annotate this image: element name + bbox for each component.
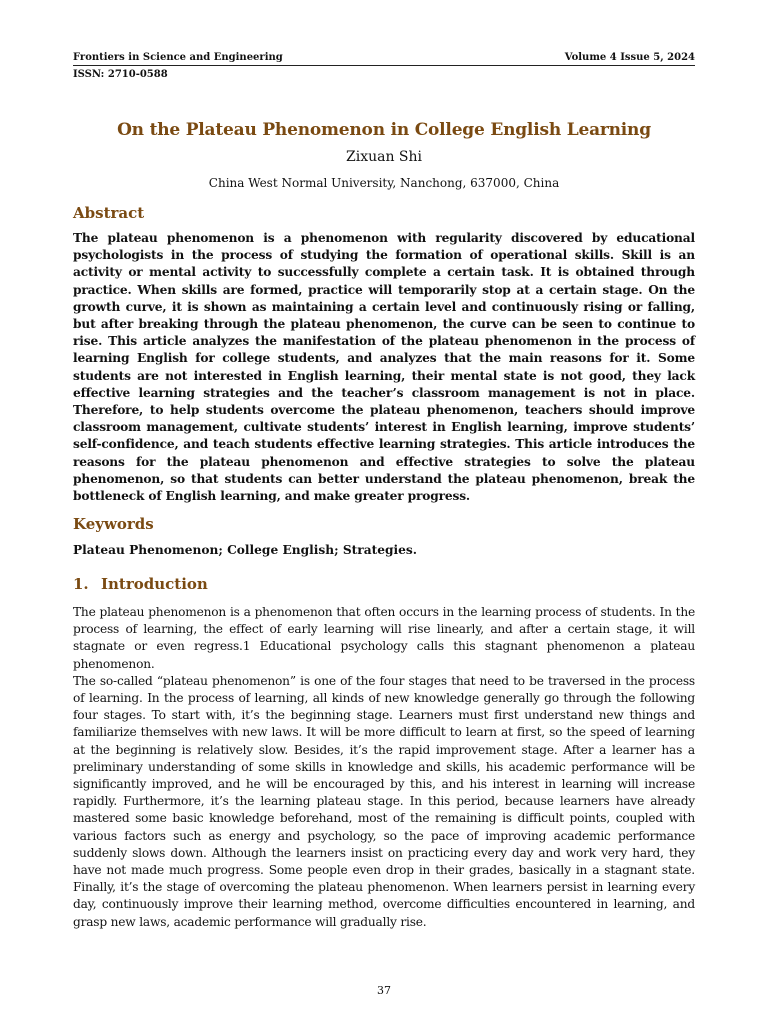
keywords-heading: Keywords [73,515,154,533]
volume-issue: Volume 4 Issue 5, 2024 [564,52,695,63]
section-number: 1. [73,575,89,593]
introduction-heading [73,575,208,593]
author-name: Zixuan Shi [345,149,422,165]
section-title: Introduction [101,575,208,593]
page-number: 37 [377,984,391,997]
journal-name: Frontiers in Science and Engineering [73,52,283,63]
paragraph: The plateau phenomenon is a phenomenon that often occurs in the learning process of students. In the process of learning, the effect of early learning will rise linearly, and after a certain stage, it will stagnate or even regress.1 Educational psychology calls this stagnant phenomenon a plateau phenomenon. [73,605,695,671]
keywords-text: Plateau Phenomenon; College English; Strategies. [73,543,417,557]
abstract-text: The plateau phenomenon is a phenomenon with regularity discovered by educational psychologists in the process of studying the formation of operational skills. Skill is an activity or mental activity to successfully complete a certain task. It is obtained through practice. When skills are formed, practice will temporarily stop at a certain stage. On the growth curve, it is shown as maintaining a certain level and continuously rising or falling, but after breaking through the plateau phenomenon, the curve can be seen to continue to rise. This article analyzes the manifestation of the plateau phenomenon in the process of learning English for college students, and analyzes that the main reasons for it. Some students are not interested in English learning, their mental state is not good, they lack effective learning strategies and the teacher’s classroom management is not in place. Therefore, to help students overcome the plateau phenomenon, teachers should improve classroom management, cultivate students’ interest in English learning, improve students’ self-confidence, and teach students effective learning strategies. This article introduces the reasons for the plateau phenomenon and effective strategies to solve the plateau phenomenon, so that students can better understand the plateau phenomenon, break the bottleneck of English learning, and make greater progress. [73,231,695,504]
introduction-body [73,604,695,931]
paper-title: On the Plateau Phenomenon in College English Learning [117,120,651,140]
issn: ISSN: 2710-0588 [73,69,168,80]
running-header [73,52,695,66]
author-affiliation: China West Normal University, Nanchong, 637000, China [208,176,560,190]
paragraph: The so-called “plateau phenomenon” is one of the four stages that need to be traversed in the process of learning. In the process of learning, all kinds of new knowledge generally go through the following four stages. To start with, it’s the beginning stage. Learners must first understand new things and familiarize themselves with new laws. It will be more difficult to learn at first, so the speed of learning at the beginning is relatively slow. Besides, it’s the rapid improvement stage. After a learner has a preliminary understanding of some skills in knowledge and skills, his academic performance will be significantly improved, and he will be encouraged by this, and his interest in learning will increase rapidly. Furthermore, it’s the learning plateau stage. In this period, because learners have already mastered some basic knowledge beforehand, most of the remaining is difficult points, coupled with various factors such as energy and psychology, so the pace of improving academic performance suddenly slows down. Although the learners insist on practicing every day and work very hard, they have not made much progress. Some people even drop in their grades, basically in a stagnant state. Finally, it’s the stage of overcoming the plateau phenomenon. When learners persist in learning every day, continuously improve their learning method, overcome difficulties encountered in learning, and grasp new laws, academic performance will gradually rise. [73,673,695,929]
abstract-heading: Abstract [73,204,145,222]
